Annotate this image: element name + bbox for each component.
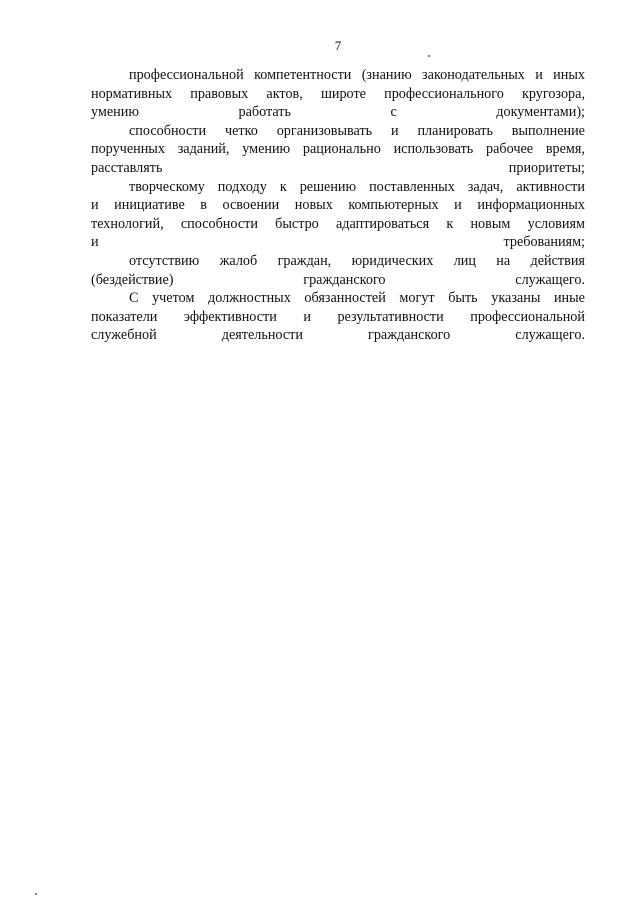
paragraph-creative-approach [91, 178, 585, 252]
text-line: умению работать с документами); [91, 104, 585, 121]
scan-speck [428, 55, 430, 57]
text-line: расставлять приоритеты; [91, 159, 585, 176]
text-line: служебной деятельности гражданского служащего. [91, 327, 585, 344]
document-body [91, 66, 585, 345]
text-line: порученных заданий, умению рационально использовать рабочее время, [91, 141, 585, 158]
page-number: 7 [334, 38, 342, 53]
text-line: отсутствию жалоб граждан, юридических лиц на действия [129, 252, 585, 269]
text-line: и инициативе в освоении новых компьютерных и информационных [91, 197, 585, 214]
text-line: технологий, способности быстро адаптироваться к новым условиям [91, 215, 585, 232]
text-line: и требованиям; [91, 234, 585, 251]
text-line: показатели эффективности и результативности профессиональной [91, 308, 585, 325]
paragraph-professional-competence [91, 66, 585, 122]
text-line: творческому подходу к решению поставленных задач, активности [129, 178, 585, 195]
text-line: профессиональной компетентности (знанию законодательных и иных [129, 67, 585, 83]
scan-speck [35, 893, 37, 895]
text-line: (бездействие) гражданского служащего. [91, 271, 585, 288]
text-line: способности четко организовывать и планировать выполнение [129, 122, 585, 139]
paragraph-organization-ability [91, 122, 585, 178]
paragraph-no-complaints [91, 252, 585, 289]
paragraph-other-indicators [91, 289, 585, 345]
text-line: нормативных правовых актов, широте профессионального кругозора, [91, 85, 585, 102]
text-line: С учетом должностных обязанностей могут быть указаны иные [129, 290, 585, 307]
